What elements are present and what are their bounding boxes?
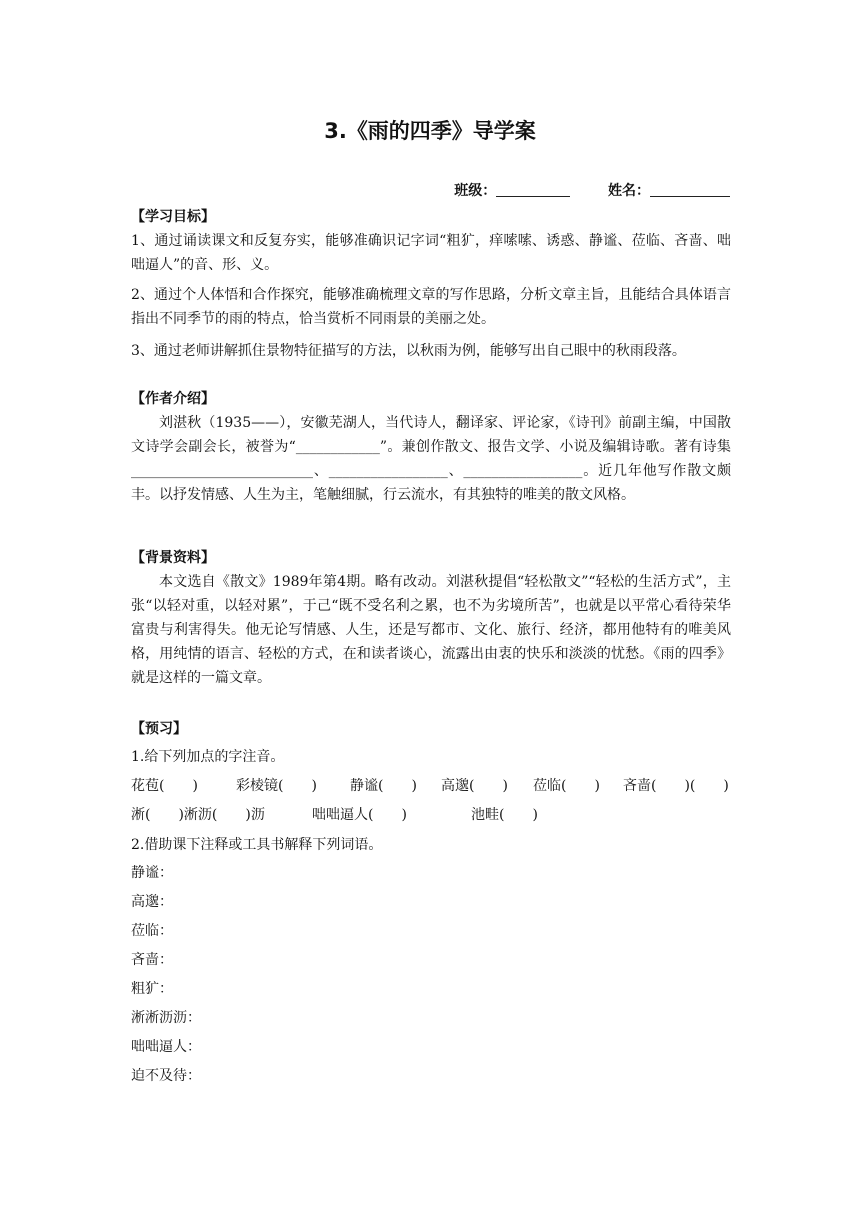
background-text: 本文选自《散文》1989年第4期。略有改动。刘湛秋提倡“轻松散文”“轻松的生活方式”，主张“以轻对重，以轻对累”，于己“既不受名利之累，也不为劣境所苦”，也就是以平常心看待荣华富贵与利害得失。他无论写情感、人生，还是写都市、文化、旅行、经济，都用他特有的唯美风格，用纯情的语言、轻松的方式，在和读者谈心，流露出由衷的快乐和淡淡的忧愁。《雨的四季》就是这样的一篇文章。 bbox=[131, 574, 731, 686]
goal-item-1: 1、通过诵读课文和反复夯实，能够准确识记字词“粗犷，痒嗦嗦、诱惑、静谧、莅临、吝啬、咄咄逼人”的音、形、义。 bbox=[131, 233, 731, 273]
goals-heading: 【学习目标】 bbox=[131, 209, 215, 225]
term-pobujidai[interactable]: 迫不及待： bbox=[131, 1068, 201, 1084]
author-heading: 【作者介绍】 bbox=[131, 391, 215, 407]
term-linse[interactable]: 吝啬： bbox=[131, 952, 173, 968]
pinyin-item-chiqi[interactable]: 池畦( ) bbox=[471, 807, 538, 823]
pinyin-item-jingmi[interactable]: 静谧( ) bbox=[350, 778, 417, 794]
class-blank[interactable] bbox=[496, 182, 570, 197]
term-gaomiao[interactable]: 高邈： bbox=[131, 894, 173, 910]
pinyin-item-lilin[interactable]: 莅临( ) bbox=[533, 778, 600, 794]
pinyin-row-1 bbox=[131, 775, 731, 799]
background-section bbox=[131, 546, 731, 690]
author-text: 刘湛秋（1935——），安徽芜湖人，当代诗人，翻译家、评论家，《诗刊》前副主编，中国散文诗学会副会长，被誉为“____________”。兼创作散文、报告文学、小说及编辑诗歌。著有诗集__________________________、_________________、_________________。近几年他写作散文颇丰。以抒发情感、人生为主，笔触细腻，行云流水，有其独特的唯美的散文风格。 bbox=[131, 415, 731, 503]
term-lilin[interactable]: 莅临： bbox=[131, 923, 173, 939]
pinyin-item-huabao[interactable]: 花苞( ) bbox=[131, 778, 198, 794]
author-section bbox=[131, 387, 731, 507]
class-name-line bbox=[454, 180, 730, 200]
class-label: 班级： bbox=[454, 183, 497, 199]
pinyin-item-xilili[interactable]: 淅( )淅沥( )沥 bbox=[131, 807, 265, 823]
name-blank[interactable] bbox=[650, 182, 730, 197]
question-1: 1.给下列加点的字注音。 bbox=[131, 749, 285, 765]
goals-section bbox=[131, 205, 731, 363]
goal-item-2: 2、通过个人体悟和合作探究，能够准确梳理文章的写作思路，分析文章主旨，且能结合具体语言指出不同季节的雨的特点，恰当赏析不同雨景的美丽之处。 bbox=[131, 287, 731, 327]
term-jingmi[interactable]: 静谧： bbox=[131, 865, 173, 881]
pinyin-row-2 bbox=[131, 804, 731, 828]
pinyin-item-linse[interactable]: 吝啬( )( ) bbox=[623, 778, 729, 794]
goal-item-3: 3、通过老师讲解抓住景物特征描写的方法，以秋雨为例，能够写出自己眼中的秋雨段落。 bbox=[131, 343, 686, 359]
pinyin-item-duoduobiren[interactable]: 咄咄逼人( ) bbox=[312, 807, 407, 823]
background-heading: 【背景资料】 bbox=[131, 550, 215, 566]
term-xixilili[interactable]: 淅淅沥沥： bbox=[131, 1010, 201, 1026]
term-duoduobiren[interactable]: 咄咄逼人： bbox=[131, 1039, 201, 1055]
pinyin-item-gaomiao[interactable]: 高邈( ) bbox=[441, 778, 508, 794]
question-2: 2.借助课下注释或工具书解释下列词语。 bbox=[131, 837, 383, 853]
page-title: 3.《雨的四季》导学案 bbox=[324, 119, 536, 143]
preview-heading-line bbox=[131, 718, 187, 738]
pinyin-item-cailengjing[interactable]: 彩棱镜( ) bbox=[236, 778, 317, 794]
name-label: 姓名： bbox=[608, 183, 650, 199]
term-cuguang[interactable]: 粗犷： bbox=[131, 981, 173, 997]
preview-heading: 【预习】 bbox=[131, 721, 187, 737]
